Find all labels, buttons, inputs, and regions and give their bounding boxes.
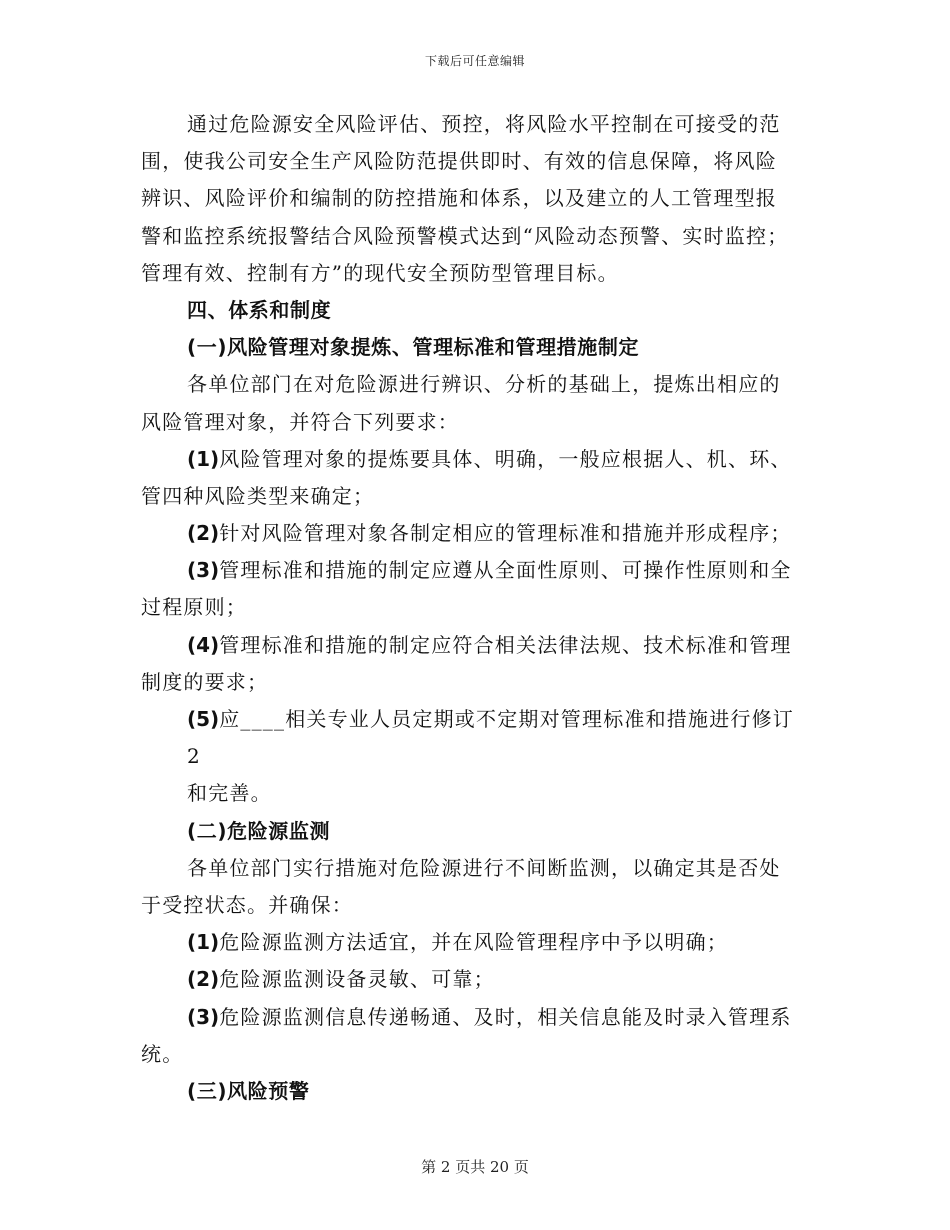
section-heading: 四、体系和制度 xyxy=(187,297,332,322)
paragraph-line: 警和监控系统报警结合风险预警模式达到“风险动态预警、实时监控； xyxy=(141,223,789,248)
paragraph-line: 辨识、风险评价和编制的防控措施和体系，以及建立的人工管理型报 xyxy=(141,186,777,211)
list-item-text: 管理标准和措施的制定应遵从全面性原则、可操作性原则和全 xyxy=(219,558,792,583)
list-item-text: 危险源监测方法适宜，并在风险管理程序中予以明确； xyxy=(219,930,729,955)
stray-page-number: 2 xyxy=(187,744,201,769)
list-item-text: 管理标准和措施的制定应符合相关法律法规、技术标准和管理 xyxy=(219,632,792,657)
list-item-text: 应____相关专业人员定期或不定期对管理标准和措施进行修订 xyxy=(219,707,795,731)
paragraph-line: 通过危险源安全风险评估、预控，将风险水平控制在可接受的范 xyxy=(187,112,781,136)
list-item xyxy=(141,961,807,998)
list-item-number: (2) xyxy=(187,967,220,992)
list-item-number: (3) xyxy=(187,1004,220,1029)
list-item-continuation: 过程原则； xyxy=(141,595,247,620)
list-item-continuation: 管四种风险类型来确定； xyxy=(141,483,375,508)
subsection-heading: (二)危险源监测 xyxy=(187,818,331,843)
list-item-number: (3) xyxy=(187,558,220,583)
list-item-number: (5) xyxy=(187,707,220,731)
list-item-text: 危险源监测设备灵敏、可靠； xyxy=(219,967,495,992)
list-item xyxy=(141,999,807,1036)
list-item xyxy=(141,701,807,738)
list-item xyxy=(141,441,807,478)
list-item-number: (1) xyxy=(187,446,220,471)
list-item xyxy=(141,552,807,589)
paragraph-line: 风险管理对象，并符合下列要求： xyxy=(141,409,459,434)
list-item xyxy=(141,627,807,664)
list-item-text: 危险源监测信息传递畅通、及时，相关信息能及时录入管理系 xyxy=(219,1004,792,1029)
subsection-heading: (三)风险预警 xyxy=(187,1078,310,1103)
list-item xyxy=(141,924,807,961)
list-item xyxy=(141,515,807,552)
paragraph-line: 围，使我公司安全生产风险防范提供即时、有效的信息保障，将风险 xyxy=(141,149,777,174)
paragraph-line: 和完善。 xyxy=(187,781,272,806)
list-item-text: 风险管理对象的提炼要具体、明确，一般应根据人、机、环、 xyxy=(219,446,792,471)
list-item-continuation: 制度的要求； xyxy=(141,669,269,694)
paragraph-line: 各单位部门实行措施对危险源进行不间断监测，以确定其是否处 xyxy=(187,855,781,880)
paragraph-line: 各单位部门在对危险源进行辨识、分析的基础上，提炼出相应的 xyxy=(187,372,781,397)
list-item-number: (2) xyxy=(187,521,220,546)
list-item-continuation: 统。 xyxy=(141,1041,184,1066)
paragraph-line: 管理有效、控制有方”的现代安全预防型管理目标。 xyxy=(141,260,619,285)
page-header: 下载后可任意编辑 xyxy=(424,54,525,68)
page-footer: 第 2 页共 20 页 xyxy=(421,1158,529,1176)
list-item-text: 针对风险管理对象各制定相应的管理标准和措施并形成程序； xyxy=(219,521,792,546)
list-item-number: (4) xyxy=(187,632,220,657)
paragraph-line: 于受控状态。并确保： xyxy=(141,892,353,917)
list-item-number: (1) xyxy=(187,930,220,955)
subsection-heading: (一)风险管理对象提炼、管理标准和管理措施制定 xyxy=(187,335,640,360)
document-body xyxy=(141,106,807,1110)
